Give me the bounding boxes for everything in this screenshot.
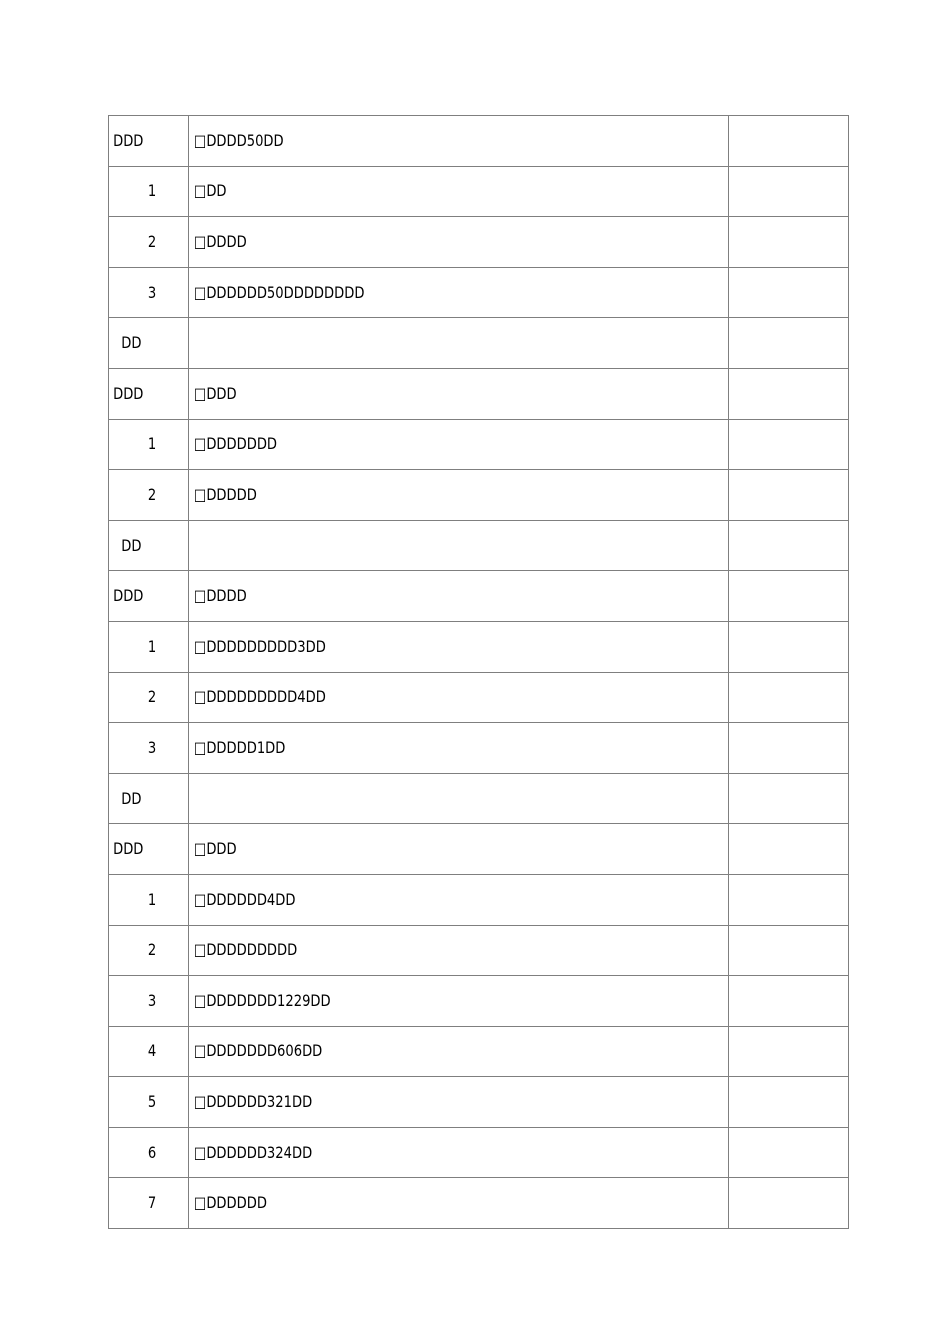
row-text-cell xyxy=(189,976,729,1027)
row-number: 1 xyxy=(147,181,156,201)
row-text-cell xyxy=(189,1178,729,1229)
row-number-cell xyxy=(109,621,189,672)
table-row xyxy=(109,1026,849,1077)
table-row xyxy=(109,217,849,268)
row-number-cell xyxy=(109,773,189,824)
row-number: 7 xyxy=(147,1193,156,1213)
row-number: DDD xyxy=(113,586,144,606)
table-row xyxy=(109,621,849,672)
row-number-cell xyxy=(109,1127,189,1178)
row-number-cell xyxy=(109,824,189,875)
row-extra-cell xyxy=(729,621,849,672)
row-text: □DDDDD xyxy=(193,484,257,504)
row-number-cell xyxy=(109,571,189,622)
row-number-cell xyxy=(109,368,189,419)
table-row xyxy=(109,1178,849,1229)
row-number: DD xyxy=(121,788,142,808)
row-text: □DDDDDDD xyxy=(193,434,278,454)
row-extra-cell xyxy=(729,874,849,925)
row-text-cell xyxy=(189,621,729,672)
table-row xyxy=(109,1127,849,1178)
row-extra-cell xyxy=(729,672,849,723)
row-text: □DDDDDDDDD4DD xyxy=(193,687,326,707)
row-text-cell xyxy=(189,723,729,774)
row-text-cell xyxy=(189,571,729,622)
row-extra-cell xyxy=(729,318,849,369)
row-text: □DDDDDDD606DD xyxy=(193,1041,323,1061)
row-text: □DDDDDDDDD xyxy=(193,940,298,960)
row-number: 2 xyxy=(147,484,156,504)
row-extra-cell xyxy=(729,116,849,167)
row-text-cell xyxy=(189,672,729,723)
row-number-cell xyxy=(109,419,189,470)
row-text: □DDDDDD324DD xyxy=(193,1142,313,1162)
row-number-cell xyxy=(109,1178,189,1229)
row-extra-cell xyxy=(729,1077,849,1128)
table-row xyxy=(109,571,849,622)
table-row xyxy=(109,773,849,824)
row-text-cell xyxy=(189,470,729,521)
row-text: □DDDDDD50DDDDDDDD xyxy=(193,282,365,302)
row-extra-cell xyxy=(729,773,849,824)
table-row xyxy=(109,672,849,723)
row-number: DDD xyxy=(113,839,144,859)
row-extra-cell xyxy=(729,1026,849,1077)
row-number: 2 xyxy=(147,687,156,707)
row-number: DD xyxy=(121,535,142,555)
row-text-cell xyxy=(189,318,729,369)
row-text: □DDDDDD4DD xyxy=(193,889,296,909)
row-text-cell xyxy=(189,520,729,571)
table-row xyxy=(109,1077,849,1128)
table-row xyxy=(109,267,849,318)
row-extra-cell xyxy=(729,571,849,622)
row-extra-cell xyxy=(729,217,849,268)
row-number: DDD xyxy=(113,383,144,403)
row-number: 5 xyxy=(147,1092,156,1112)
document-table xyxy=(108,115,849,1229)
table-row xyxy=(109,723,849,774)
table-row xyxy=(109,470,849,521)
row-number: 1 xyxy=(147,434,156,454)
row-extra-cell xyxy=(729,368,849,419)
row-text-cell xyxy=(189,116,729,167)
table-row xyxy=(109,318,849,369)
row-number-cell xyxy=(109,976,189,1027)
row-extra-cell xyxy=(729,976,849,1027)
row-number: 1 xyxy=(147,889,156,909)
row-extra-cell xyxy=(729,470,849,521)
row-number-cell xyxy=(109,925,189,976)
row-number: DDD xyxy=(113,130,144,150)
row-text-cell xyxy=(189,1077,729,1128)
row-text: □DDDDDD321DD xyxy=(193,1092,313,1112)
table-row xyxy=(109,824,849,875)
row-number: 3 xyxy=(147,282,156,302)
row-text-cell xyxy=(189,824,729,875)
row-text: □DDDD xyxy=(193,586,247,606)
row-text-cell xyxy=(189,267,729,318)
row-number-cell xyxy=(109,116,189,167)
table-row xyxy=(109,874,849,925)
row-text: □DDD xyxy=(193,383,237,403)
row-number-cell xyxy=(109,520,189,571)
row-text-cell xyxy=(189,1026,729,1077)
row-number: 1 xyxy=(147,636,156,656)
row-text: □DDD xyxy=(193,839,237,859)
row-number: 2 xyxy=(147,940,156,960)
row-extra-cell xyxy=(729,1127,849,1178)
row-text: □DDDD50DD xyxy=(193,130,284,150)
row-text-cell xyxy=(189,874,729,925)
row-text: □DD xyxy=(193,181,227,201)
row-number-cell xyxy=(109,267,189,318)
row-extra-cell xyxy=(729,520,849,571)
row-text: □DDDDD1DD xyxy=(193,737,286,757)
row-extra-cell xyxy=(729,267,849,318)
row-text: □DDDD xyxy=(193,231,247,251)
row-text-cell xyxy=(189,217,729,268)
table-row xyxy=(109,166,849,217)
table-row xyxy=(109,116,849,167)
row-number: 2 xyxy=(147,231,156,251)
row-text-cell xyxy=(189,773,729,824)
row-number: 3 xyxy=(147,737,156,757)
row-number-cell xyxy=(109,470,189,521)
row-number-cell xyxy=(109,1077,189,1128)
row-number-cell xyxy=(109,217,189,268)
table-row xyxy=(109,419,849,470)
row-text-cell xyxy=(189,368,729,419)
row-text: □DDDDDDDDD3DD xyxy=(193,636,326,656)
table-row xyxy=(109,925,849,976)
table-row xyxy=(109,368,849,419)
row-number-cell xyxy=(109,318,189,369)
table-row xyxy=(109,976,849,1027)
row-number: 4 xyxy=(147,1041,156,1061)
row-text: □DDDDDD xyxy=(193,1193,267,1213)
table-body xyxy=(109,116,849,1229)
row-extra-cell xyxy=(729,166,849,217)
row-text: □DDDDDDD1229DD xyxy=(193,990,331,1010)
row-text-cell xyxy=(189,166,729,217)
row-extra-cell xyxy=(729,419,849,470)
row-number-cell xyxy=(109,166,189,217)
row-text-cell xyxy=(189,419,729,470)
row-number: DD xyxy=(121,333,142,353)
row-extra-cell xyxy=(729,723,849,774)
row-number: 3 xyxy=(147,990,156,1010)
row-extra-cell xyxy=(729,1178,849,1229)
table-row xyxy=(109,520,849,571)
row-extra-cell xyxy=(729,824,849,875)
row-number-cell xyxy=(109,874,189,925)
row-text-cell xyxy=(189,1127,729,1178)
row-number: 6 xyxy=(147,1142,156,1162)
row-text-cell xyxy=(189,925,729,976)
row-number-cell xyxy=(109,723,189,774)
row-number-cell xyxy=(109,1026,189,1077)
row-number-cell xyxy=(109,672,189,723)
row-extra-cell xyxy=(729,925,849,976)
